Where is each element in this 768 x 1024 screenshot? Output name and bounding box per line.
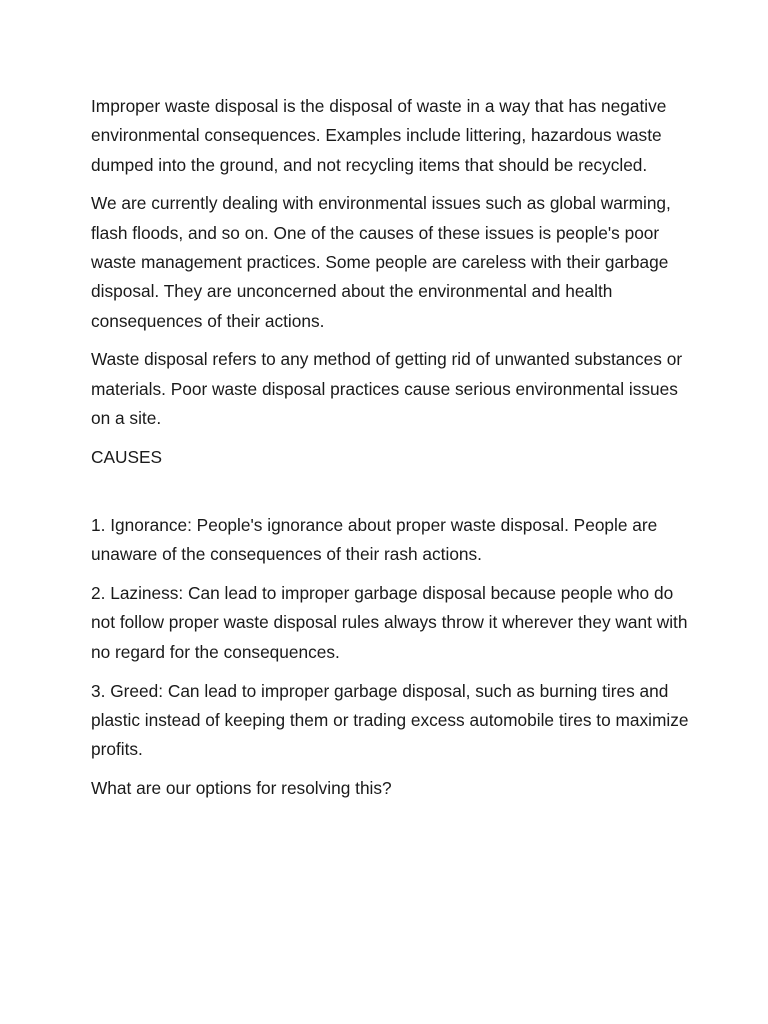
- cause-item-greed: 3. Greed: Can lead to improper garbage disposal, such as burning tires and plastic instead of keeping them or trading excess automobile tires to maximize profits.: [91, 680, 689, 760]
- intro-paragraph: Improper waste disposal is the disposal of waste in a way that has negative environmental consequences. Examples include littering, hazardous waste dumped into the ground, and not recycling items that should be recycled.: [91, 96, 667, 175]
- closing-question: What are our options for resolving this?: [91, 777, 392, 798]
- cause-item-laziness: 2. Laziness: Can lead to improper garbage disposal because people who do not follow proper waste disposal rules always throw it wherever they want with no regard for the consequences.: [91, 583, 688, 662]
- cause-item-ignorance: 1. Ignorance: People's ignorance about proper waste disposal. People are unaware of the consequences of their rash actions.: [91, 515, 658, 565]
- document-body: [91, 92, 691, 813]
- causes-heading: CAUSES: [91, 446, 163, 467]
- intro-paragraph: Waste disposal refers to any method of getting rid of unwanted substances or materials. Poor waste disposal practices cause serious environmental issues on a site.: [91, 349, 683, 428]
- intro-paragraph: We are currently dealing with environmental issues such as global warming, flash floods, and so on. One of the causes of these issues is people's poor waste management practices. Some people are careless with their garbage disposal. They are unconcerned about the environmental and health consequences of their actions.: [91, 193, 671, 331]
